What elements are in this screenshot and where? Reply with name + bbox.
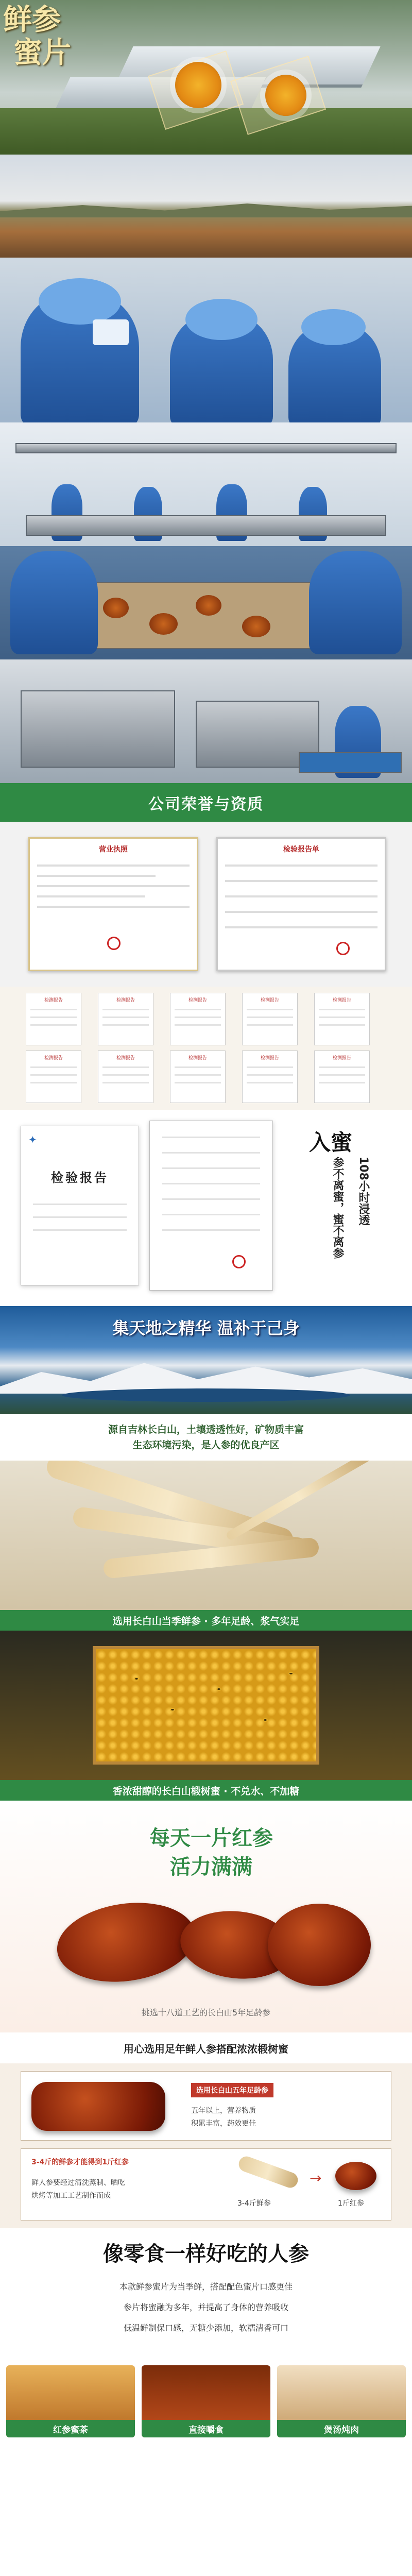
choose-caption	[0, 2032, 412, 2063]
hill-ridge	[0, 202, 412, 217]
bee-icon	[288, 1672, 294, 1675]
form-title: 检验报告单	[283, 845, 319, 854]
cleanroom-photo	[0, 422, 412, 546]
origin-description	[0, 1414, 412, 1461]
five-year-desc: 五年以上，营养物质	[191, 2107, 256, 2115]
usage-tiles	[0, 2362, 412, 2442]
text-line	[175, 1066, 221, 1068]
eat-section	[0, 2228, 412, 2362]
text-line	[247, 1066, 293, 1068]
usage-tile	[142, 2365, 270, 2437]
ginseng-slice	[196, 595, 221, 616]
report-thumb	[242, 993, 298, 1045]
side-text: 108小时浸透	[357, 1157, 370, 1226]
report-thumb-title: 检测报告	[116, 998, 135, 1003]
red-ginseng-ad	[0, 1801, 412, 2032]
crater-lake	[62, 1388, 350, 1402]
blue-crate	[299, 752, 402, 773]
text-line	[162, 1152, 260, 1154]
lab-logo-icon: ✦	[28, 1133, 37, 1146]
report-thumb	[26, 993, 81, 1045]
report-thumb-title: 检测报告	[260, 998, 279, 1003]
usage-tile-label: 煲汤炖肉	[277, 2420, 406, 2437]
license-section	[0, 822, 412, 987]
text-line	[30, 1082, 77, 1083]
hero-banner	[0, 0, 412, 155]
mountain-photo	[0, 1306, 412, 1414]
text-line	[37, 885, 190, 887]
arrow-right-icon: →	[310, 2170, 322, 2187]
text-line	[247, 1016, 293, 1018]
report-thumb	[98, 1050, 153, 1103]
text-line	[225, 926, 377, 928]
ginseng-photo	[0, 1461, 412, 1631]
report-thumb-title: 检测报告	[44, 1056, 63, 1061]
worker-figure	[309, 551, 402, 654]
text-line	[175, 1016, 221, 1018]
text-line	[30, 1009, 77, 1010]
text-line	[319, 1016, 365, 1018]
text-line	[30, 1074, 77, 1076]
text-line	[319, 1009, 365, 1010]
ad-footnote: 挑选十八道工艺的长白山5年足龄参	[141, 2008, 271, 2018]
ratio-desc: 烘烤等加工工艺制作而成	[31, 2192, 111, 2200]
text-line	[37, 906, 190, 908]
text-line	[102, 1024, 149, 1026]
sorting-photo	[0, 546, 412, 659]
text-line	[30, 1024, 77, 1026]
origin-text: 生态环境污染，是人参的优良产区	[132, 1439, 280, 1451]
text-line	[225, 911, 377, 913]
honeycomb-frame	[93, 1646, 319, 1765]
text-line	[162, 1214, 260, 1215]
origin-text: 源自吉林长白山，土壤透透性好，矿物质丰富	[108, 1424, 304, 1435]
eat-headline: 像零食一样好吃的人参	[103, 2242, 309, 2266]
ratio-label: 3-4斤的鲜参才能得到1斤红参	[31, 2158, 129, 2166]
red-ginseng-slice	[52, 1894, 200, 1990]
text-line	[175, 1009, 221, 1010]
ratio-card	[21, 2148, 391, 2221]
business-license	[28, 837, 198, 971]
worker-cap	[39, 278, 121, 325]
inspection-section	[0, 1110, 412, 1306]
text-line	[37, 895, 145, 897]
inspection-page	[149, 1121, 273, 1291]
text-line	[247, 1082, 293, 1083]
ad-line: 活力满满	[170, 1855, 252, 1879]
choose-text: 用心选用足年鲜人参搭配浓浓椴树蜜	[124, 2042, 288, 2055]
five-year-badge: 选用长白山五年足龄参	[191, 2083, 273, 2097]
text-line	[102, 1009, 149, 1010]
text-line	[319, 1082, 365, 1083]
ratio-desc: 鲜人参要经过清洗蒸制、晒吃	[31, 2179, 125, 2187]
text-line	[33, 1216, 127, 1218]
worker-cap	[301, 309, 366, 345]
hero-title	[3, 3, 75, 69]
processing-machine	[21, 690, 175, 768]
text-line	[175, 1024, 221, 1026]
text-line	[33, 1229, 127, 1231]
text-line	[319, 1024, 365, 1026]
red-ginseng-root	[31, 2082, 165, 2131]
usage-tile-label: 直接嚼食	[142, 2420, 270, 2437]
origin-headline: 集天地之精华 温补于己身	[112, 1318, 300, 1338]
red-seal	[232, 1255, 246, 1268]
inspection-cover	[21, 1126, 139, 1285]
report-thumb	[98, 993, 153, 1045]
red-ginseng-slice	[268, 1904, 371, 1986]
report-thumb	[170, 993, 226, 1045]
text-line	[162, 1183, 260, 1184]
red-seal	[107, 937, 121, 950]
report-thumb	[242, 1050, 298, 1103]
text-line	[225, 865, 377, 867]
honor-title: 公司荣誉与资质	[148, 795, 264, 814]
text-line	[102, 1016, 149, 1018]
text-line	[37, 875, 156, 877]
red-seal	[336, 942, 350, 955]
ginseng-root	[225, 1461, 372, 1541]
five-year-card	[21, 2071, 391, 2141]
hero-title-line: 蜜片	[13, 36, 71, 70]
text-line	[319, 1074, 365, 1076]
text-line	[102, 1082, 149, 1083]
ginseng-slice	[242, 616, 270, 637]
report-thumb	[26, 1050, 81, 1103]
report-thumb	[170, 1050, 226, 1103]
text-line	[30, 1016, 77, 1018]
text-line	[33, 1204, 127, 1205]
eat-text: 低温鲜制保口感，无糖少添加，软糯清香可口	[123, 2323, 288, 2333]
inspection-title: 检验报告	[51, 1171, 109, 1185]
farmland-photo	[0, 155, 412, 258]
usage-tile-label: 红参蜜茶	[6, 2420, 135, 2437]
ginseng-slice	[149, 613, 178, 635]
text-line	[247, 1074, 293, 1076]
red-qty: 1斤红参	[338, 2199, 364, 2208]
ginseng-slice	[265, 75, 306, 116]
report-thumb-title: 检测报告	[332, 998, 351, 1003]
license-title: 营业执照	[99, 845, 128, 854]
fresh-ginseng	[236, 2154, 300, 2190]
text-line	[225, 895, 377, 897]
report-thumb-title: 检测报告	[260, 1056, 279, 1061]
machinery-photo	[0, 659, 412, 783]
eat-text: 参片将蜜融为多年，并提高了身体的营养吸收	[123, 2302, 288, 2312]
text-line	[162, 1229, 260, 1231]
face-mask	[93, 319, 129, 345]
ginseng-banner: 选用长白山当季鲜参 · 多年足龄、浆气实足	[0, 1610, 412, 1631]
text-line	[319, 1066, 365, 1068]
bee-icon	[134, 1677, 139, 1681]
ginseng-slice	[175, 62, 221, 108]
honor-header	[0, 783, 412, 822]
text-line	[30, 1066, 77, 1068]
text-line	[102, 1066, 149, 1068]
report-thumb-title: 检测报告	[188, 998, 207, 1003]
bee-icon	[216, 1687, 221, 1691]
side-text: 参不离蜜，蜜不离参	[331, 1157, 344, 1259]
worker-cap	[185, 299, 258, 340]
report-thumb	[314, 1050, 370, 1103]
usage-tile	[6, 2365, 135, 2437]
text-line	[162, 1198, 260, 1200]
ad-line: 每天一片红参	[149, 1826, 273, 1850]
ceiling-fixture	[15, 443, 397, 453]
hero-title-line: 鲜参	[3, 3, 61, 37]
text-line	[175, 1082, 221, 1083]
report-thumb-title: 检测报告	[44, 998, 63, 1003]
side-heading: 入蜜	[309, 1130, 353, 1155]
red-ginseng-slice	[335, 2162, 376, 2190]
text-line	[247, 1024, 293, 1026]
worker-figure	[10, 551, 98, 654]
text-line	[162, 1167, 260, 1169]
report-thumb-title: 检测报告	[116, 1056, 135, 1061]
bee-icon	[170, 1708, 175, 1711]
text-line	[247, 1009, 293, 1010]
workers-photo	[0, 258, 412, 422]
text-line	[102, 1074, 149, 1076]
license-form	[216, 837, 386, 971]
text-line	[175, 1074, 221, 1076]
fresh-qty: 3-4斤鲜参	[237, 2199, 271, 2208]
report-thumb-title: 检测报告	[332, 1056, 351, 1061]
work-table	[26, 515, 386, 536]
usage-tile	[277, 2365, 406, 2437]
report-thumb-title: 检测报告	[188, 1056, 207, 1061]
honey-banner: 香浓甜醇的长白山椴树蜜 · 不兑水、不加糖	[0, 1780, 412, 1801]
honey-photo	[0, 1631, 412, 1801]
five-year-desc: 积累丰富，药效更佳	[191, 2120, 256, 2128]
text-line	[162, 1137, 260, 1138]
ad-headline	[103, 1824, 319, 1882]
compare-section	[0, 2063, 412, 2228]
ginseng-slice	[103, 598, 129, 618]
text-line	[37, 865, 190, 867]
report-thumb	[314, 993, 370, 1045]
bee-icon	[263, 1718, 268, 1722]
text-line	[225, 880, 377, 882]
report-grid	[0, 987, 412, 1110]
eat-text: 本款鲜参蜜片为当季鲜，搭配配色蜜片口感更佳	[119, 2282, 293, 2292]
